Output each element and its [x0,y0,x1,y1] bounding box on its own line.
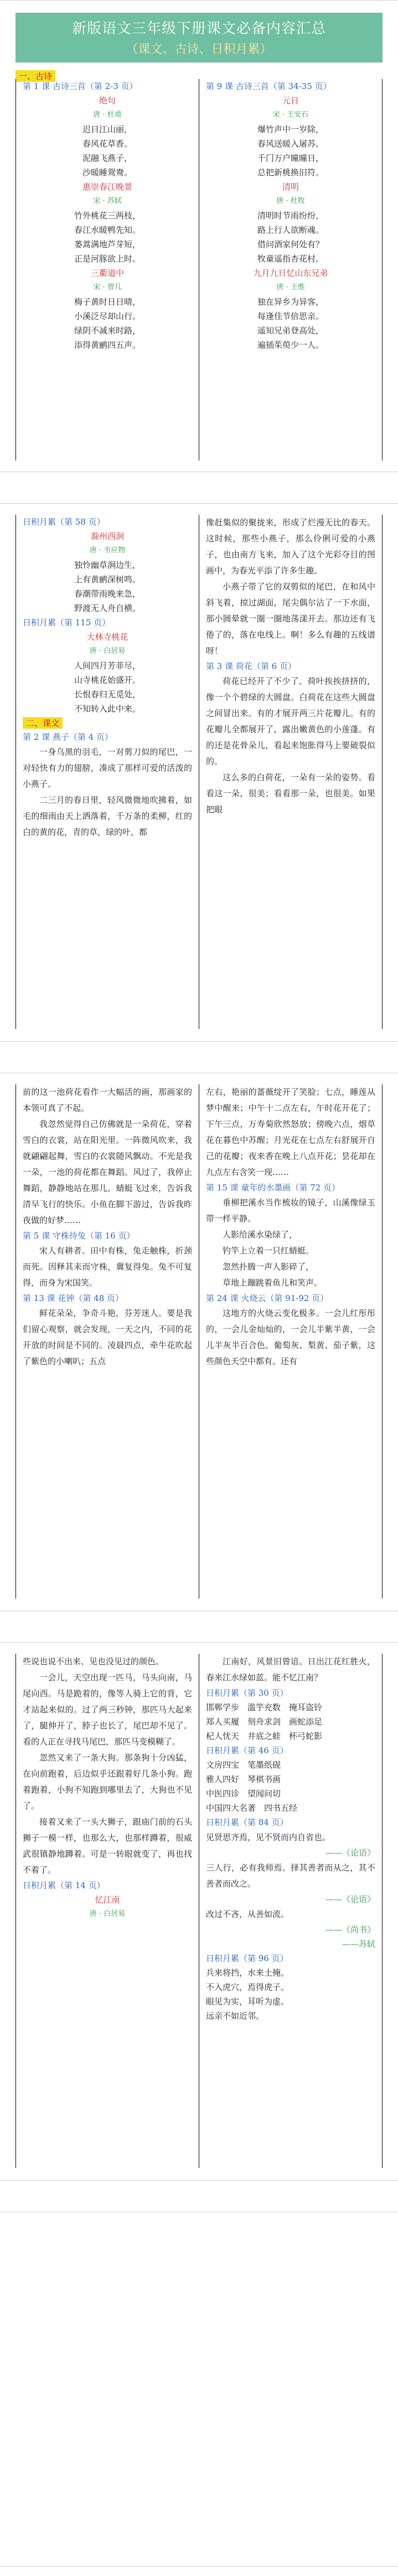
poem-line: 遍插茱萸少一人。 [257,340,324,350]
poem-title: 清明 [282,182,299,192]
lesson-heading: 第 5 课 守株待兔（第 16 页） [23,1231,135,1241]
poem-line: 借问酒家何处有？ [257,239,324,249]
poem-title: 三衢道中 [90,268,124,278]
poem-line: 添得黄鹂四五声。 [74,340,141,350]
proverb-row: 远亲不如近邻。 [206,2011,265,2021]
quote-text: 改过不吝，从善如流。 [206,1909,290,1919]
idiom-row: 邯郸学步 滥竽充数 掩耳盗铃 [206,1702,323,1712]
text-paragraph: 鲜花朵朵，争奇斗艳，芬芳迷人。要是我们留心观察，就会发现，一天之内，不同的花开放的时间是不同的。凌晨四点，牵牛花吹起了紫色的小喇叭；五点 [23,1308,192,1366]
text-paragraph: 一身乌黑的羽毛，一对剪刀似的尾巴，一对轻快有力的翅膀，凑成了那样可爱的活泼的小燕子。 [23,747,192,789]
rijiyuelei-heading: 日积月累（第 96 页） [206,1953,288,1963]
two-column-body [15,1084,383,1598]
right-column [199,515,382,1029]
poem-title: 忆江南 [95,1895,120,1905]
poem-author: 唐 · 白居易 [89,1910,126,1918]
poem-line: 独怜幽草涧边生， [74,560,141,570]
left-column [16,1654,199,2168]
poem-line: 春江水暖鸭先知。 [74,225,141,235]
poem-line: 遥知兄弟登高处， [257,326,324,336]
poem-line: 正是河豚欲上时。 [74,254,141,264]
poem-line: 爆竹声中一岁除， [257,124,324,134]
poem-line: 蒌蒿满地芦芽短， [74,239,141,249]
rijiyuelei-heading: 日积月累（第 46 页） [206,1746,288,1755]
lesson-heading: 第 15 课 童年的水墨画（第 72 页） [206,1183,340,1193]
quote-source: ——《论语》 [325,1848,375,1858]
lesson-heading: 第 3 课 荷花（第 6 页） [206,661,296,671]
text-paragraph: 宋人有耕者。田中有株，兔走触株，折颈而死。因释其耒而守株，冀复得兔。兔不可复得，而身为宋国笑。 [23,1246,192,1288]
quote-source: ——《论语》 [325,1894,375,1904]
poem-line: 千门万户曈曈日， [257,153,324,163]
right-column [199,79,382,461]
text-paragraph: 前的这一池荷花看作一大幅活的画，那画家的本领可真了不起。 [23,1087,192,1113]
poem-line: 春潮带雨晚来急， [74,589,141,599]
right-column [199,1654,382,2168]
text-paragraph: 钓竿上立着一只红蜻蜓。 [223,1246,314,1256]
lesson-heading: 第 24 课 火烧云（第 91-92 页） [206,1293,329,1303]
document-title: 新版语文三年级下册课文必备内容汇总 [71,20,326,37]
text-paragraph: 像赶集似的聚拢来，形成了烂漫无比的春天。这时候，那些小燕子，那么伶俐可爱的小燕子，也由南方飞来，加入了这个光彩夺目的图画中，为春光平添了许多生趣。 [206,518,375,576]
text-paragraph: 左右，艳丽的蔷薇绽开了笑脸；七点，睡莲从梦中醒来；中午十二点左右，午时花开花了；下午三点，万寿菊欣然怒放；傍晚六点，烟草花在暮色中苏醒；月光花在七点左右舒展开自己的花瓣；夜来香在晚上八点开花；昙花却在九点左右含笑一现…… [206,1087,375,1177]
page-5-blank [0,2212,398,2567]
idiom-row: 杞人忧天 井底之蛙 杯弓蛇影 [206,1731,323,1741]
idiom-row: 郑人买履 刻舟求剑 画蛇添足 [206,1717,323,1727]
poem-title: 元日 [282,96,299,106]
poem-title: 九月九日忆山东兄弟 [253,268,328,278]
quote-text: 见贤思齐焉，见不贤而内自省也。 [206,1832,331,1842]
quote-source: ——《尚书》 [325,1925,375,1935]
poem-line: 春风送暖入屠苏。 [257,139,324,149]
left-column [16,515,199,1029]
poem-line: 路上行人欲断魂。 [257,225,324,235]
document-subtitle: （课文、古诗、日积月累） [126,43,272,56]
poem-line: 总把新桃换旧符。 [257,168,324,177]
rijiyuelei-heading: 日积月累（第 30 页） [206,1688,288,1698]
page-2 [0,503,398,1042]
page-3 [0,1073,398,1611]
text-paragraph: 人影给溪水染绿了， [223,1230,298,1240]
text-paragraph: 这么多的白荷花，一朵有一朵的姿势。看看这一朵，很美；看看那一朵，也很美。如果把眼 [206,772,375,814]
poem-author: 唐 · 杜甫 [93,111,122,119]
text-paragraph: 忽然扑腾一声人影碎了， [223,1262,314,1272]
poem-line: 泥融飞燕子， [82,153,132,163]
poem-author: 唐 · 白居易 [89,647,126,655]
title-banner [15,13,383,62]
lesson-heading: 第 9 课 古诗三首（第 34-35 页） [206,81,332,91]
two-column-body [15,79,383,461]
text-paragraph: 这地方的火烧云变化极多。一会儿红彤彤的，一会儿金灿灿的，一会儿半紫半黄，一会儿半灰半百合色。葡萄灰、梨黄、茄子紫，这些颜色天空中都有。还有 [206,1308,375,1366]
poem-line: 绿阴不减来时路， [74,326,141,336]
text-paragraph: 些说也说不出来、见也没见过的颜色。 [23,1657,164,1666]
poem-title: 惠崇春江晚景 [82,182,132,192]
poem-title: 滁州西涧 [90,531,124,541]
phrase-row: 雅人四好 琴棋书画 [206,1774,281,1784]
lesson-heading: 第 1 课 古诗三首（第 2-3 页） [23,81,138,91]
quote-text: 三人行，必有我师焉。择其善者而从之，其不善者而改之。 [206,1863,375,1889]
text-paragraph: 小燕子带了它的双剪似的尾巴，在和风中斜飞着，掠过湖面，尾尖偶尔沾了一下水面，那小圆晕就一圈一圈地荡漾开去。那边还有飞倦了的，落在电线上。啊！多么有趣的五线谱呀！ [206,582,375,656]
text-paragraph: 草地上蹦跳着鱼儿和笑声。 [223,1278,323,1288]
poem-title: 大林寺桃花 [86,632,128,642]
poem-line: 迟日江山丽， [82,124,132,134]
poem-line: 每逢佳节倍思亲。 [257,311,324,321]
rijiyuelei-heading: 日积月累（第 115 页） [23,618,111,628]
text-paragraph: 二三月的春日里，轻风微微地吹拂着，如毛的细雨由天上洒落着，千万条的柔柳，红的白的黄的花，青的草，绿的叶，都 [23,795,192,837]
page-4 [0,1642,398,2181]
phrase-row: 文房四宝 笔墨纸砚 [206,1760,281,1770]
poem-author: 宋 · 王安石 [272,111,309,119]
text-paragraph: 忽然又来了一条大狗。那条狗十分凶猛，在向前跑着，后边似乎还跟着好几条小狗。跑着跑着，小狗不知跑到哪里去了，大狗也不见了。 [23,1753,192,1811]
poem-line: 长恨春归无觅处， [74,689,141,699]
left-column [16,79,199,461]
poem-line: 上有黄鹂深树鸣。 [74,574,141,584]
poem-line: 沙暖睡鸳鸯。 [82,168,132,177]
text-paragraph: 荷花已经开了不少了。荷叶挨挨挤挤的，像一个个碧绿的大圆盘。白荷花在这些大圆盘之间冒出来。有的才展开两三片花瓣儿。有的花瓣儿全都展开了，露出嫩黄色的小莲蓬。有的还是花骨朵儿，看起来饱胀得马上要破裂似的。 [206,676,375,766]
rijiyuelei-heading: 日积月累（第 58 页） [23,517,105,527]
poem-author: 宋 · 曾几 [93,283,122,291]
two-column-body [15,1654,383,2168]
lesson-heading: 第 13 课 花钟（第 48 页） [23,1293,124,1303]
poem-text: 江南好，风景旧曾谙。日出江花红胜火，春来江水绿如蓝。能不忆江南？ [206,1657,375,1683]
poem-author: 唐 · 韦应物 [89,546,126,555]
phrase-row: 中国四大名著 四书五经 [206,1803,298,1813]
poem-line: 野渡无人舟自横。 [74,603,141,613]
poem-author: 宋 · 苏轼 [93,197,122,205]
phrase-row: 中医四诊 望闻问切 [206,1789,281,1799]
page-1 [0,0,398,472]
left-column [16,1084,199,1598]
text-paragraph: 一会儿，天空出现一匹马，马头向南，马尾向西。马是跪着的，像等人骑上它的背，它才站起来似的。过了两三秒钟，那匹马大起来了，腿伸开了，脖子也长了，尾巴却不见了。看的人正在寻找马尾巴，那匹马变模糊了。 [23,1673,192,1747]
section-label: 二、课文 [23,717,63,729]
proverb-row: 兵来将挡，水来土掩。 [206,1968,290,1978]
poem-line: 清明时节雨纷纷， [257,211,324,221]
proverb-row: 眼见为实，耳听为虚。 [206,1997,290,2007]
section-label: 一、古诗 [15,70,55,82]
proverb-row: 不入虎穴，焉得虎子。 [206,1982,290,1992]
rijiyuelei-heading: 日积月累（第 14 页） [23,1880,105,1890]
rijiyuelei-heading: 日积月累（第 84 页） [206,1817,288,1827]
poem-line: 牧童遥指杏花村。 [257,254,324,264]
poem-line: 竹外桃花三两枝， [74,211,141,221]
right-column [199,1084,382,1598]
poem-line: 独在异乡为异客， [257,297,324,307]
text-paragraph: 垂柳把溪水当作梳妆的镜子，山溪像绿玉带一样平静。 [206,1198,375,1224]
poem-line: 小溪泛尽却山行。 [74,311,141,321]
poem-author: 唐 · 王维 [276,283,305,291]
poem-line: 人间四月芳菲尽， [74,661,141,671]
poem-line: 山寺桃花始盛开。 [74,675,141,685]
poem-title: 绝句 [99,96,116,106]
poem-line: 梅子黄时日日晴， [74,297,141,307]
quote-source: ——苏轼 [342,1939,375,1949]
text-paragraph: 我忽然觉得自己仿佛就是一朵荷花，穿着雪白的衣裳，站在阳光里。一阵微风吹来，我就翩翩起舞，雪白的衣裳随风飘动。不光是我一朵，一池的荷花都在舞蹈。风过了，我停止舞蹈，静静地站在那儿。蜻蜓飞过来，告诉我清早飞行的快乐。小鱼在脚下游过，告诉我昨夜做的好梦…… [23,1119,192,1225]
text-paragraph: 接着又来了一头大狮子，跟庙门前的石头狮子一模一样，也那么大，也那样蹲着，很威武很镇静地蹲着。可是一转眼就变了，再也找不着了。 [23,1817,192,1875]
poem-author: 唐 · 杜牧 [276,197,305,205]
lesson-heading: 第 2 课 燕子（第 4 页） [23,732,113,742]
poem-line: 春风花草香。 [82,139,132,149]
poem-line: 不知转入此中来。 [74,704,141,714]
two-column-body [15,515,383,1029]
